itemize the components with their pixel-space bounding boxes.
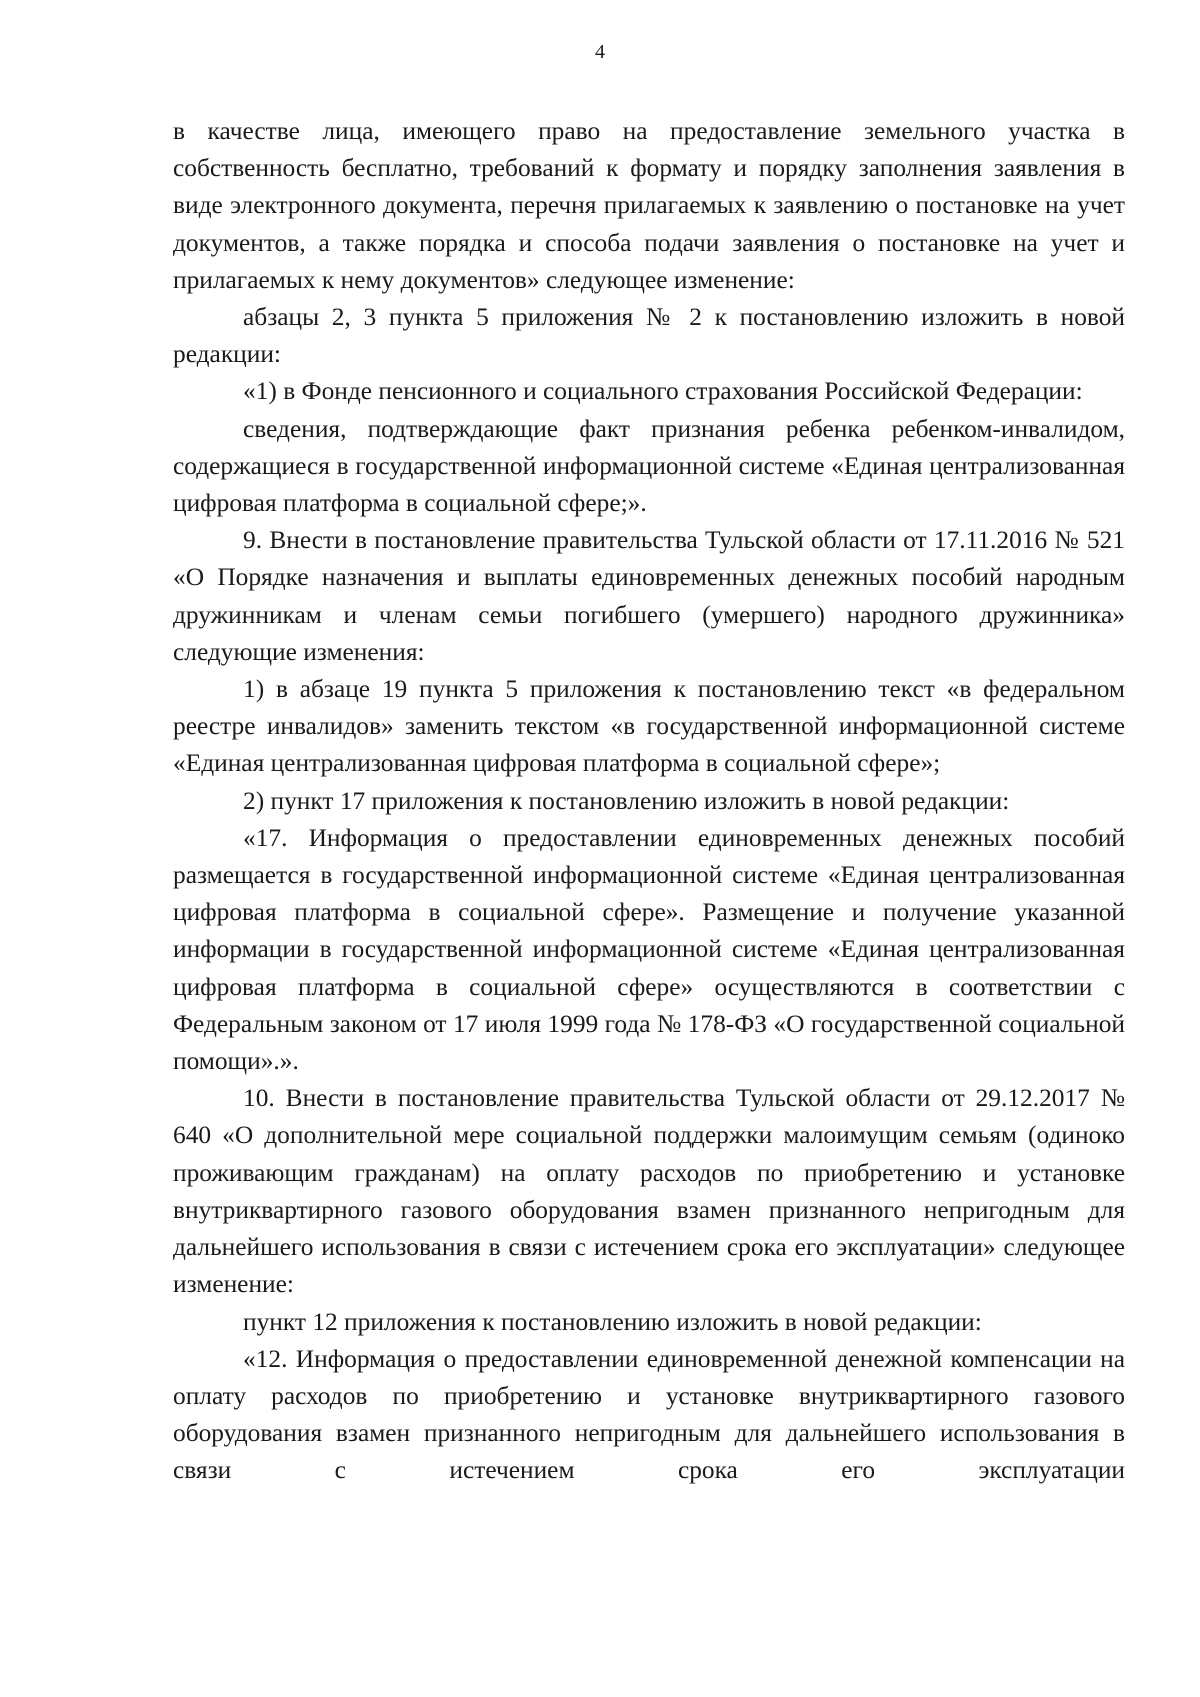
- page-number: 4: [595, 41, 605, 63]
- paragraph-quoted-item-17: «17. Информация о предоставлении единовременных денежных пособий размещается в государственной информационной системе «Единая централизованная цифровая платформа в социальной сфере». Размещение и получение указанной информации в государственной информационной системе «Единая централизованная цифровая платформа в социальной сфере» осуществляются в соответствии с Федеральным законом от 17 июля 1999 года № 178-ФЗ «О государственной социальной помощи».».: [173, 823, 1125, 1076]
- paragraph-item-9: 9. Внести в постановление правительства Тульской области от 17.11.2016 № 521 «О Порядке назначения и выплаты единовременных денежных пособий народным дружинникам и членам семьи погибшего (умершего) народного дружинника» следующие изменения:: [173, 526, 1125, 666]
- paragraph-amendment-intro: абзацы 2, 3 пункта 5 приложения № 2 к постановлению изложить в новой редакции:: [173, 303, 1125, 369]
- paragraph-quoted-details: сведения, подтверждающие факт признания ребенка ребенком-инвалидом, содержащиеся в государственной информационной системе «Единая централизованная цифровая платформа в социальной сфере;».: [173, 414, 1125, 518]
- paragraph-item-9-sub-1: 1) в абзаце 19 пункта 5 приложения к постановлению текст «в федеральном реестре инвалидов» заменить текстом «в государственной информационной системе «Единая централизованная цифровая платформа в социальной сфере»;: [173, 675, 1125, 778]
- paragraph-item-9-sub-2: 2) пункт 17 приложения к постановлению изложить в новой редакции:: [243, 786, 1010, 815]
- document-body: [173, 113, 1125, 1490]
- paragraph-item-10-sub: пункт 12 приложения к постановлению изложить в новой редакции:: [243, 1307, 982, 1336]
- paragraph-continuation: в качестве лица, имеющего право на предоставление земельного участка в собственность бесплатно, требований к формату и порядку заполнения заявления в виде электронного документа, перечня прилагаемых к заявлению о постановке на учет документов, а также порядка и способа подачи заявления о постановке на учет и прилагаемых к нему документов» следующее изменение:: [173, 117, 1125, 294]
- paragraph-item-10: 10. Внести в постановление правительства Тульской области от 29.12.2017 № 640 «О дополнительной мере социальной поддержки малоимущим семьям (одиноко проживающим гражданам) на оплату расходов по приобретению и установке внутриквартирного газового оборудования взамен признанного непригодным для дальнейшего использования в связи с истечением срока его эксплуатации» следующее изменение:: [173, 1084, 1125, 1299]
- paragraph-quoted-item-12: «12. Информация о предоставлении единовременной денежной компенсации на оплату расходов по приобретению и установке внутриквартирного газового оборудования взамен признанного непригодным для дальнейшего использования в связи с истечением срока его эксплуатации: [173, 1344, 1125, 1485]
- paragraph-quoted-item-1: «1) в Фонде пенсионного и социального страхования Российской Федерации:: [243, 377, 1083, 406]
